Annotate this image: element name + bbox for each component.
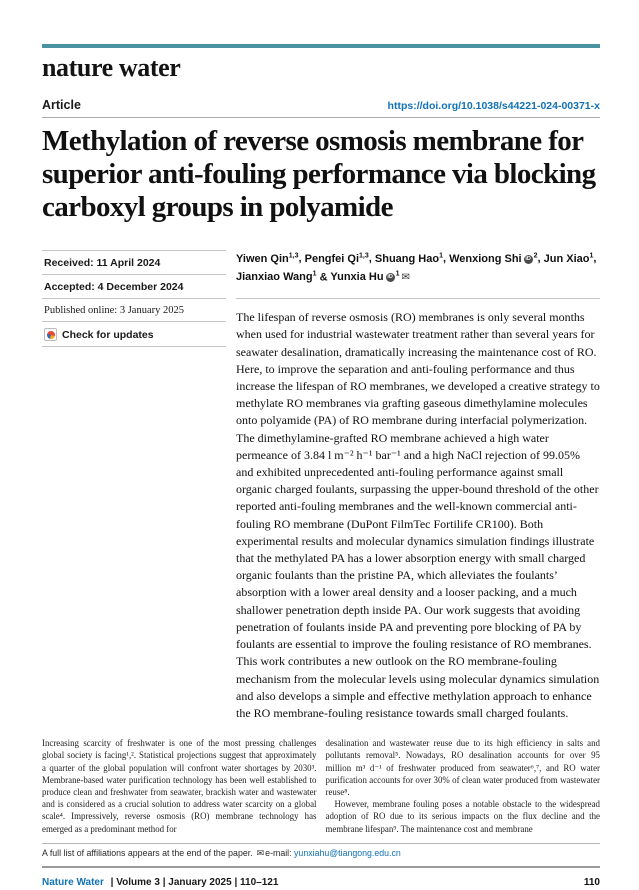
article-title: Methylation of reverse osmosis membrane for superior anti-fouling performance via blocking carboxyl groups in polyamide [42, 125, 596, 223]
orcid-icon[interactable]: iD [387, 274, 393, 281]
dates-panel [42, 250, 226, 722]
journal-link[interactable]: Nature Water [42, 876, 104, 888]
page-number: 110 [583, 876, 600, 888]
envelope-icon: ✉ [256, 847, 265, 858]
author-affiliation-sup: 1,3 [288, 252, 299, 260]
author-affiliation-sup: 1 [395, 270, 400, 278]
author: Pengfei Qi$^{1,3}$ [304, 252, 369, 265]
affiliation-text: A full list of affiliations appears at the end of the paper. [42, 847, 253, 858]
check-for-updates-button[interactable] [42, 322, 226, 347]
author: Wenxiong Shi iD $^2$ [449, 252, 538, 265]
journal-logo: nature water [42, 53, 181, 82]
accepted-date: Accepted: 4 December 2024 [42, 275, 226, 299]
author-list: Yiwen Qin$^{1,3}$, Pengfei Qi$^{1,3}$, Shuang Hao$^1$, Wenxiong Shi iD $^2$, Jun Xiao$^1$, Jianxiao Wang$^1$ & Yunxia Hu iD $^1$ ✉ [236, 252, 597, 284]
author-affiliation-sup: 1 [312, 270, 317, 278]
article-page [0, 44, 639, 890]
author: Jianxiao Wang$^1$ [236, 270, 317, 284]
page-footer [42, 866, 600, 888]
crossmark-icon [44, 328, 57, 341]
check-for-updates-label: Check for updates [62, 328, 154, 341]
published-date: Published online: 3 January 2025 [42, 299, 226, 322]
author: Jun Xiao$^1$ [543, 252, 594, 265]
author: Shuang Hao$^1$ [374, 252, 443, 265]
article-type-label: Article [42, 98, 81, 112]
body-text-columns [42, 737, 600, 835]
author-affiliation-sup: 1 [439, 252, 443, 260]
abstract-text: The lifespan of reverse osmosis (RO) membranes is only several months when used for industrial wastewater treatment rather than several years for seawater desalination, dramatically increasing the maintenance cost of RO. Here, to improve the separation and anti-fouling performance and thus increase the lifespan of RO membranes, we developed a creative strategy to methylate RO membranes via grafting gaseous dimethylamine molecules onto polyamide (PA) of RO membrane during interfacial polymerization. The dimethylamine-grafted RO membrane achieved a high water permeance of 3.84 l m⁻² h⁻¹ bar⁻¹ and a high NaCl rejection of 99.05% and exhibited unprecedented anti-fouling performance against small organic charged foulants, surpassing the upper-bound threshold of the other reported anti-fouling membranes and the well-known commercial anti-fouling RO membrane (DuPont FilmTec Fortilife CR100). Both experimental results and molecular dynamics simulation findings illustrate that the methylated PA has a lower absorption energy with small charged organic foulants than the pristine PA, which alleviates the foulants’ absorption with a lower areal density and a looser packing, and a much shallower penetration depth inside PA. Our work suggests that avoiding penetration of foulants inside PA and preventing pore blocking of PA by foulants are essential to improve the fouling resistance of RO membranes. This work contributes a new outlook on the RO membrane-fouling mechanism from the molecular levels using molecular dynamics simulation and also develops a simple and effective methylation approach to enhance the RO membrane-fouling resistance towards small charged foulants. [236, 310, 600, 720]
body-paragraph: Increasing scarcity of freshwater is one of the most pressing challenges global society is facing¹,². Statistical projections suggest that approximately a quarter of the global population will confront water shortages by 2030³. Membrane-based water purification technology has been well established to produce clean and freshwater from seawater, brackish water and wastewater and is considered as a crucial solution to address water scarcity on a global scale⁴. Impressively, reverse osmosis (RO) membrane technology has emerged as a predominant method for [42, 738, 317, 834]
body-column-right [326, 737, 601, 835]
author: Yiwen Qin$^{1,3}$ [236, 252, 299, 265]
affiliation-note [42, 843, 600, 866]
orcid-icon[interactable]: iD [525, 255, 531, 262]
author-affiliation-sup: 1,3 [359, 252, 369, 260]
footer-citation [42, 877, 278, 888]
authors-and-abstract [236, 250, 600, 722]
masthead-accent-bar [42, 44, 600, 48]
body-paragraph: However, membrane fouling poses a notable obstacle to the widespread adoption of RO due to its serious impacts on the flux decline and the membrane lifespan⁹. The maintenance cost and membrane [325, 799, 600, 834]
corresponding-author-envelope-icon[interactable]: ✉ [401, 272, 410, 284]
author-affiliation-sup: 2 [533, 252, 538, 260]
email-label: e-mail: [265, 847, 292, 858]
body-column-left [42, 737, 317, 835]
abstract-divider [236, 298, 600, 299]
article-header-row [42, 98, 600, 118]
email-link[interactable]: yunxiahu@tiangong.edu.cn [294, 847, 401, 858]
author: Yunxia Hu iD $^1$ ✉ [330, 270, 410, 284]
info-section [42, 250, 600, 722]
doi-link[interactable]: https://doi.org/10.1038/s44221-024-00371-x [387, 100, 600, 112]
issue-info: | Volume 3 | January 2025 | 110–121 [110, 876, 279, 888]
received-date: Received: 11 April 2024 [42, 251, 226, 275]
body-paragraph: desalination and wastewater reuse due to its high efficiency in salts and pollutants removal⁵. Nowadays, RO desalination accounts for over 95 million m³ d⁻¹ of freshwater produced from seawater⁶,⁷, and RO water purification accounts for over 30% of clean water produced from wastewater reuse⁸. [325, 738, 600, 797]
author-affiliation-sup: 1 [589, 252, 594, 260]
